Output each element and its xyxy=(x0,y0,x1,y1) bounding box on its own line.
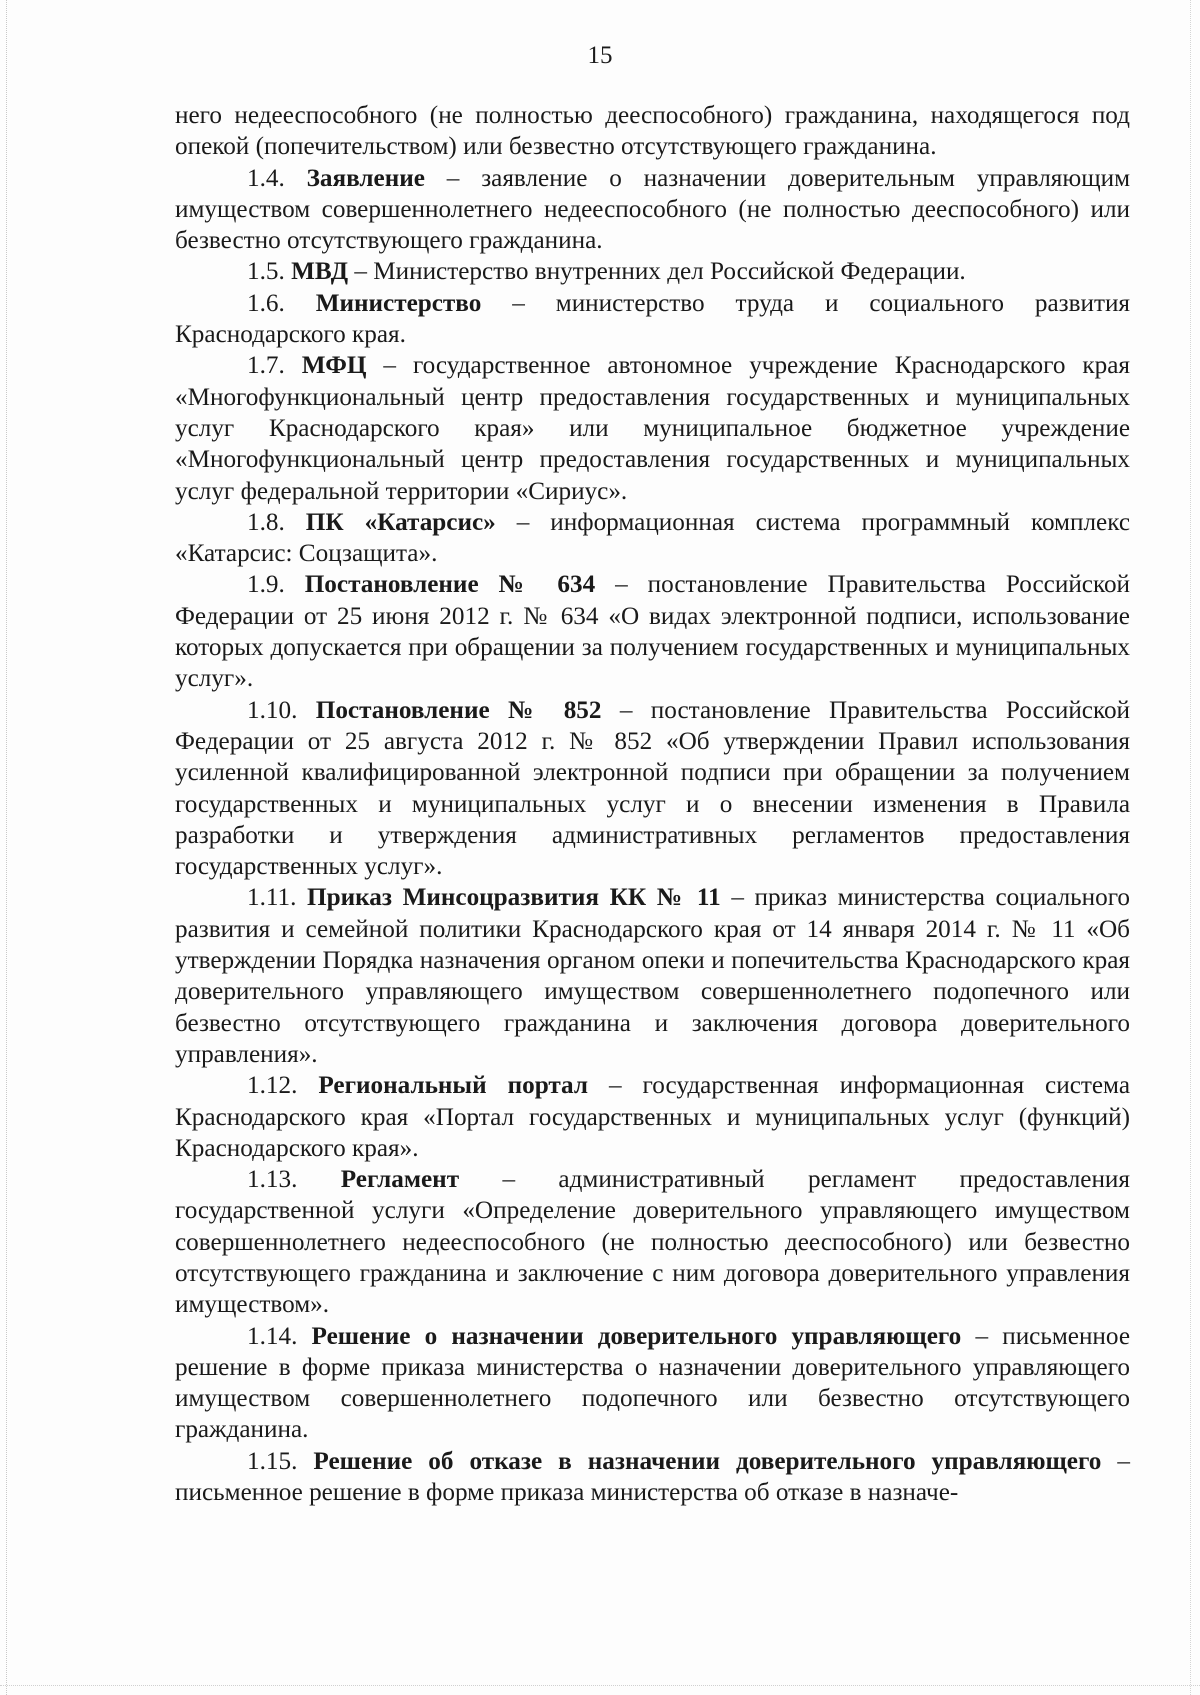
defined-term: ПК «Катарсис» xyxy=(305,508,496,536)
paragraph-number: 1.8. xyxy=(247,508,285,536)
paragraph-text: – государственная информационная система Краснодарского края «Портал государственных и муниципальных услуг (функций) Краснодарского края». xyxy=(175,1072,1131,1162)
defined-term: Региональный портал xyxy=(318,1072,588,1100)
paragraph-continuation xyxy=(175,100,1130,163)
paragraph-1-13 xyxy=(175,1164,1130,1320)
paragraph-text: – приказ министерства социального развития и семейной политики Краснодарского края от 14 января 2014 г. № 11 «Об утверждении Порядка назначения органом опеки и попечительства Краснодарского края доверительного управляющего имуществом совершеннолетнего подопечного или безвестно отсутствующего гражданина и заключения договора доверительного управления». xyxy=(175,884,1131,1068)
paragraph-number: 1.10. xyxy=(247,696,298,724)
paragraph-text: – Министерство внутренних дел Российской Федерации. xyxy=(354,258,966,286)
paragraph-1-10 xyxy=(175,695,1130,883)
paragraph-1-6 xyxy=(175,288,1130,351)
scan-edge-bottom xyxy=(0,1685,1200,1687)
scan-edge-right xyxy=(1190,0,1192,1695)
paragraph-1-7 xyxy=(175,350,1130,506)
defined-term: Постановление № 852 xyxy=(315,696,602,724)
paragraph-number: 1.11. xyxy=(247,884,297,912)
paragraph-text: – государственное автономное учреждение Краснодарского края «Многофункциональный центр предоставления государственных и муниципальных услуг Краснодарского края» или муниципальное бюджетное учреждение «Многофункциональный центр предоставления государственных и муниципальных услуг федеральной территории «Сириус». xyxy=(175,352,1131,505)
paragraph-text: него недееспособного (не полностью дееспособного) гражданина, находящегося под опекой (попечительством) или безвестно отсутствующего гражданина. xyxy=(175,102,1130,161)
defined-term: Решение о назначении доверительного управляющего xyxy=(311,1322,962,1350)
paragraph-number: 1.15. xyxy=(247,1447,298,1475)
paragraph-1-8 xyxy=(175,507,1130,570)
scan-edge-left xyxy=(6,0,8,1695)
paragraph-text: – постановление Правительства Российской Федерации от 25 августа 2012 г. № 852 «Об утверждении Правил использования усиленной квалифицированной электронной подписи при обращении за получением государственных и муниципальных услуг и о внесении изменения в Правила разработки и утверждения административных регламентов предоставления государственных услуг». xyxy=(175,696,1131,881)
defined-term: Постановление № 634 xyxy=(304,571,596,599)
paragraph-1-11 xyxy=(175,882,1130,1070)
paragraph-1-12 xyxy=(175,1070,1130,1164)
paragraph-1-14 xyxy=(175,1321,1130,1446)
paragraph-text: – заявление о назначении доверительным управляющим имуществом совершеннолетнего недееспособного (не полностью дееспособного) или безвестно отсутствующего гражданина. xyxy=(175,164,1131,255)
paragraph-text: – постановление Правительства Российской Федерации от 25 июня 2012 г. № 634 «О видах электронной подписи, использование которых допускается при обращении за получением государственных и муниципальных услуг». xyxy=(175,571,1131,693)
page-number: 15 xyxy=(587,42,613,69)
paragraph-text: – письменное решение в форме приказа министерства о назначении доверительного управляющего имуществом совершеннолетнего подопечного или безвестно отсутствующего гражданина. xyxy=(175,1322,1130,1444)
paragraph-number: 1.5. xyxy=(247,258,285,286)
paragraph-text: – министерство труда и социального развития Краснодарского края. xyxy=(175,289,1131,349)
paragraph-1-9 xyxy=(175,569,1130,694)
paragraph-1-5 xyxy=(175,256,1130,287)
document-body xyxy=(175,100,1130,1508)
defined-term: Заявление xyxy=(306,164,425,192)
defined-term: Приказ Минсоцразвития КК № 11 xyxy=(307,884,721,912)
paragraph-text: – письменное решение в форме приказа министерства об отказе в назначе- xyxy=(175,1447,1130,1507)
paragraph-number: 1.13. xyxy=(247,1166,298,1194)
defined-term: Решение об отказе в назначении доверительного управляющего xyxy=(313,1447,1102,1475)
paragraph-number: 1.12. xyxy=(247,1072,298,1100)
paragraph-text: – информационная система программный комплекс «Катарсис: Соцзащита». xyxy=(175,508,1131,568)
defined-term: МВД xyxy=(291,258,349,286)
paragraph-number: 1.7. xyxy=(247,352,285,380)
paragraph-number: 1.14. xyxy=(247,1322,298,1350)
paragraph-number: 1.6. xyxy=(247,289,285,317)
defined-term: МФЦ xyxy=(301,352,367,380)
paragraph-1-4 xyxy=(175,163,1130,257)
paragraph-1-15 xyxy=(175,1446,1130,1509)
defined-term: Министерство xyxy=(315,289,482,317)
paragraph-text: – административный регламент предоставления государственной услуги «Определение доверительного управляющего имуществом совершеннолетнего недееспособного (не полностью дееспособного) или безвестно отсутствующего гражданина и заключение с ним договора доверительного управления имуществом». xyxy=(175,1166,1130,1319)
defined-term: Регламент xyxy=(340,1166,460,1194)
paragraph-number: 1.9. xyxy=(247,571,285,599)
paragraph-number: 1.4. xyxy=(247,164,285,192)
